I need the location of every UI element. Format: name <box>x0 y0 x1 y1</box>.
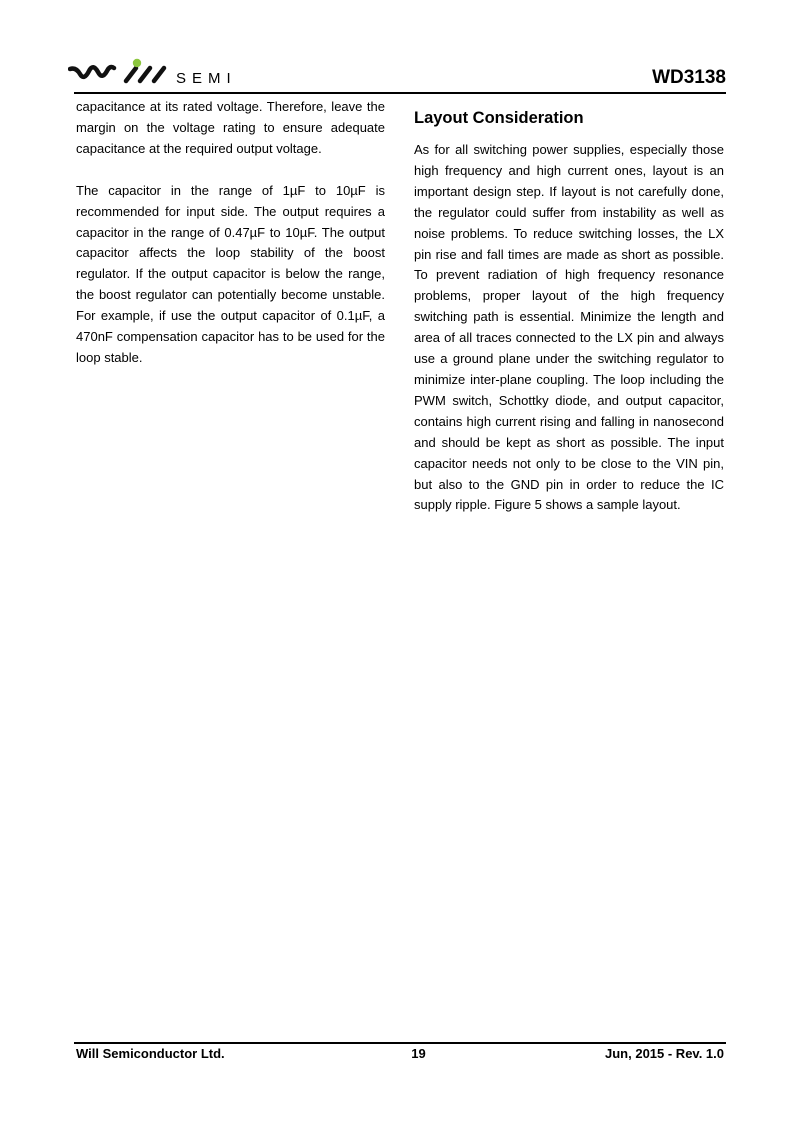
logo-semi-text: SEMI <box>176 70 237 87</box>
right-paragraph-1: As for all switching power supplies, especially those high frequency and high current ones, layout is an important design step. If layout is not carefully done, the regulator could suffer from instability as well as noise problems. To reduce switching losses, the LX pin rise and fall times are made as short as possible. To prevent radiation of high frequency resonance problems, proper layout of the high frequency switching path is essential. Minimize the length and area of all traces connected to the LX pin and always use a ground plane under the switching regulator to minimize inter-plane coupling. The loop including the PWM switch, Schottky diode, and output capacitor, contains high current rising and falling in nanosecond and should be kept as short as possible. The input capacitor needs not only to be close to the VIN pin, but also to the GND pin in order to reduce the IC supply ripple. Figure 5 shows a sample layout. <box>414 142 724 513</box>
document-id: WD3138 <box>652 67 726 88</box>
left-paragraph-1: capacitance at its rated voltage. Therefore, leave the margin on the voltage rating to ensure adequate capacitance at the required output voltage. <box>76 99 385 156</box>
left-column <box>76 97 385 369</box>
left-paragraph-2: The capacitor in the range of 1µF to 10µF is recommended for input side. The output requires a capacitor in the range of 0.47µF to 10µF. The output capacitor affects the loop stability of the boost regulator. If the output capacitor is below the range, the boost regulator can potentially become unstable. For example, if use the output capacitor of 0.1µF, a 470nF compensation capacitor has to be used for the loop stable. <box>76 182 385 365</box>
footer-company: Will Semiconductor Ltd. <box>76 1046 225 1061</box>
logo-dot-icon <box>133 59 141 67</box>
footer-divider <box>74 1042 726 1044</box>
footer-revision: Jun, 2015 - Rev. 1.0 <box>605 1046 724 1061</box>
section-title: Layout Consideration <box>414 109 584 127</box>
right-column <box>414 107 724 516</box>
page-header <box>68 55 726 95</box>
paragraph-gap <box>76 160 385 181</box>
will-semi-logo <box>68 57 168 85</box>
footer-page-number: 19 <box>411 1046 426 1061</box>
header-divider <box>74 92 726 94</box>
